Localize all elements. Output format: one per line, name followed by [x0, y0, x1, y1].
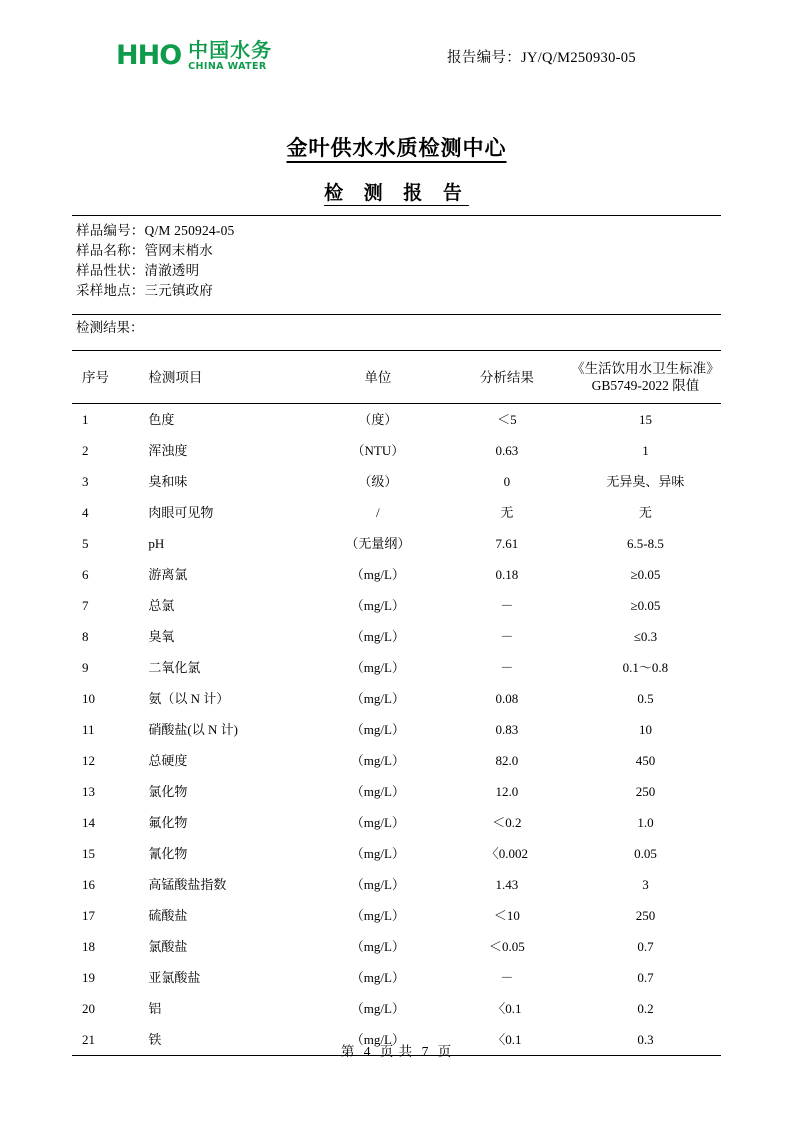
- cell-result: 0.63: [495, 442, 519, 458]
- cell-result: －: [500, 628, 514, 644]
- test-results-table: [72, 351, 721, 1056]
- logo-chinese-name: 中国水务: [188, 38, 273, 62]
- footer-middle: 页 共: [379, 1044, 414, 1059]
- cell-standard: 3: [642, 876, 649, 892]
- cell-no: 11: [82, 721, 95, 737]
- info-value: 三元镇政府: [144, 283, 213, 298]
- info-label: 样品编号：: [76, 223, 145, 238]
- cell-result: 〈0.002: [485, 845, 529, 861]
- header-no: 序号: [82, 369, 109, 385]
- info-label: 样品性状：: [76, 263, 145, 278]
- cell-no: 17: [82, 907, 95, 923]
- cell-standard: 0.2: [637, 1000, 654, 1016]
- cell-item: 氨（以 N 计）: [148, 690, 230, 706]
- header-standard: [570, 351, 721, 404]
- info-row: [76, 281, 721, 301]
- cell-no: 18: [82, 938, 95, 954]
- cell-unit: （度）: [358, 411, 398, 427]
- cell-item: 亚氯酸盐: [148, 969, 201, 985]
- cell-item: 臭氧: [148, 628, 175, 644]
- header-unit: 单位: [364, 369, 392, 385]
- cell-result: ＜0.05: [489, 938, 525, 954]
- logo-mark-text: HHO: [116, 40, 182, 72]
- cell-unit: （mg/L）: [350, 845, 405, 861]
- cell-unit: （mg/L）: [350, 876, 405, 892]
- cell-no: 2: [82, 442, 89, 458]
- cell-standard: 0.7: [637, 969, 654, 985]
- cell-result: 0.83: [495, 721, 519, 737]
- page-subtitle: 检 测 报 告: [324, 182, 469, 204]
- info-row: [76, 261, 721, 281]
- cell-unit: （mg/L）: [350, 752, 405, 768]
- cell-result: 〈0.1: [492, 1000, 522, 1016]
- cell-unit: （mg/L）: [350, 1000, 405, 1016]
- cell-no: 5: [82, 535, 89, 551]
- info-value: Q/M 250924-05: [144, 223, 235, 238]
- info-value: 清澈透明: [144, 263, 200, 278]
- cell-unit: （mg/L）: [350, 721, 405, 737]
- cell-result: －: [500, 659, 514, 675]
- cell-result: 0: [503, 473, 511, 489]
- cell-no: 8: [82, 628, 89, 644]
- page-title: 金叶供水水质检测中心: [286, 136, 507, 160]
- cell-result: 0.08: [495, 690, 519, 706]
- table-row: [72, 528, 721, 559]
- cell-no: 1: [82, 411, 89, 427]
- cell-no: 19: [82, 969, 95, 985]
- table-row: [72, 900, 721, 931]
- cell-result: 无: [500, 504, 514, 520]
- table-row: [72, 714, 721, 745]
- cell-unit: （mg/L）: [350, 783, 405, 799]
- cell-standard: 6.5-8.5: [627, 535, 664, 551]
- cell-standard: 0.05: [634, 845, 657, 861]
- cell-result: 1.43: [495, 876, 519, 892]
- cell-standard: 250: [635, 907, 656, 923]
- cell-item: 氟化物: [148, 814, 188, 830]
- report-number: 报告编号：JY/Q/M250930-05: [447, 50, 636, 66]
- table-row: [72, 776, 721, 807]
- table-row: [72, 683, 721, 714]
- cell-unit: （mg/L）: [350, 938, 405, 954]
- table-header-row: [72, 351, 721, 404]
- cell-standard: 15: [638, 411, 652, 427]
- info-label: 样品名称：: [76, 243, 145, 258]
- cell-item: 臭和味: [148, 473, 188, 489]
- header-result: 分析结果: [479, 369, 534, 385]
- cell-unit: （mg/L）: [350, 597, 405, 613]
- cell-item: 总氯: [148, 597, 175, 613]
- table-row: [72, 497, 721, 528]
- cell-item: 游离氯: [148, 566, 188, 582]
- cell-item: 浑浊度: [148, 442, 188, 458]
- cell-no: 14: [82, 814, 95, 830]
- header-standard-line1: 《生活饮用水卫生标准》: [571, 361, 720, 376]
- cell-standard: 0.1～0.8: [622, 659, 669, 675]
- cell-unit: （mg/L）: [350, 690, 405, 706]
- table-row: [72, 838, 721, 869]
- cell-no: 6: [82, 566, 89, 582]
- cell-standard: ≥0.05: [630, 597, 661, 613]
- cell-standard: 250: [635, 783, 656, 799]
- cell-standard: ≤0.3: [633, 628, 658, 644]
- cell-result: －: [500, 969, 514, 985]
- header-item: 检测项目: [148, 369, 203, 385]
- info-row: [76, 241, 721, 261]
- cell-standard: 0.3: [637, 1031, 654, 1047]
- table-row: [72, 993, 721, 1024]
- table-row: [72, 652, 721, 683]
- table-header: [72, 351, 721, 404]
- cell-no: 15: [82, 845, 95, 861]
- table-row: [72, 466, 721, 497]
- footer-total-pages: 7: [421, 1044, 430, 1059]
- cell-no: 12: [82, 752, 95, 768]
- table-row: [72, 931, 721, 962]
- cell-result: －: [500, 597, 514, 613]
- table-row: [72, 404, 721, 436]
- cell-item: pH: [148, 535, 165, 551]
- cell-item: 总硬度: [148, 752, 188, 768]
- cell-unit: （NTU）: [351, 442, 405, 458]
- cell-result: ＜0.2: [492, 814, 522, 830]
- cell-result: 7.61: [495, 535, 519, 551]
- table-row: [72, 869, 721, 900]
- cell-item: 二氧化氯: [148, 659, 201, 675]
- table-row: [72, 435, 721, 466]
- table-row: [72, 559, 721, 590]
- header-standard-line2: GB5749-2022 限值: [591, 378, 700, 393]
- cell-unit: /: [376, 504, 380, 520]
- table-row: [72, 807, 721, 838]
- cell-result: 12.0: [495, 783, 519, 799]
- cell-standard: 无: [638, 504, 652, 520]
- cell-item: 铝: [148, 1000, 162, 1016]
- company-logo: [116, 40, 272, 72]
- info-value: 管网末梢水: [144, 243, 213, 258]
- cell-item: 氯化物: [148, 783, 188, 799]
- cell-no: 16: [82, 876, 95, 892]
- cell-item: 高锰酸盐指数: [148, 876, 227, 892]
- cell-standard: ≥0.05: [630, 566, 661, 582]
- cell-unit: （mg/L）: [350, 1031, 405, 1047]
- cell-no: 10: [82, 690, 95, 706]
- cell-no: 7: [82, 597, 89, 613]
- footer-suffix: 页: [437, 1044, 453, 1059]
- cell-standard: 无异臭、异味: [606, 473, 685, 489]
- cell-unit: （mg/L）: [350, 566, 405, 582]
- cell-item: 氰化物: [148, 845, 188, 861]
- cell-standard: 450: [635, 752, 656, 768]
- cell-unit: （mg/L）: [350, 814, 405, 830]
- cell-no: 21: [82, 1031, 95, 1047]
- info-row: [76, 221, 721, 241]
- cell-unit: （无量纲）: [345, 535, 411, 551]
- cell-unit: （mg/L）: [350, 628, 405, 644]
- cell-no: 20: [82, 1000, 95, 1016]
- cell-item: 硝酸盐(以 N 计): [148, 721, 238, 737]
- cell-unit: （mg/L）: [350, 969, 405, 985]
- cell-item: 铁: [148, 1031, 162, 1047]
- table-row: [72, 621, 721, 652]
- cell-result: ＜5: [497, 411, 517, 427]
- table-row: [72, 745, 721, 776]
- cell-no: 4: [82, 504, 89, 520]
- cell-result: ＜10: [493, 907, 520, 923]
- sample-info-block: [72, 216, 721, 304]
- cell-item: 硫酸盐: [148, 907, 188, 923]
- cell-standard: 1: [642, 442, 649, 458]
- cell-unit: （mg/L）: [350, 659, 405, 675]
- cell-no: 3: [82, 473, 89, 489]
- table-row: [72, 590, 721, 621]
- cell-result: 〈0.1: [492, 1031, 522, 1047]
- table-body: [72, 404, 721, 1056]
- logo-english-name: CHINA WATER: [188, 61, 267, 72]
- footer-page-number: 4: [363, 1044, 372, 1059]
- page-footer: [0, 1040, 793, 1060]
- document-header: [72, 0, 721, 108]
- cell-standard: 1.0: [637, 814, 654, 830]
- cell-item: 肉眼可见物: [148, 504, 214, 520]
- results-label: 检测结果：: [76, 320, 144, 335]
- cell-item: 色度: [148, 411, 175, 427]
- cell-result: 0.18: [495, 566, 519, 582]
- cell-no: 13: [82, 783, 95, 799]
- table-row: [72, 962, 721, 993]
- cell-no: 9: [82, 659, 89, 675]
- cell-result: 82.0: [495, 752, 519, 768]
- cell-unit: （级）: [358, 473, 398, 489]
- cell-standard: 0.7: [637, 938, 654, 954]
- info-label: 采样地点：: [76, 283, 145, 298]
- cell-standard: 10: [638, 721, 652, 737]
- footer-prefix: 第: [340, 1044, 356, 1059]
- cell-unit: （mg/L）: [350, 907, 405, 923]
- cell-item: 氯酸盐: [148, 938, 188, 954]
- cell-standard: 0.5: [637, 690, 654, 706]
- logo-wordmark: [188, 40, 272, 72]
